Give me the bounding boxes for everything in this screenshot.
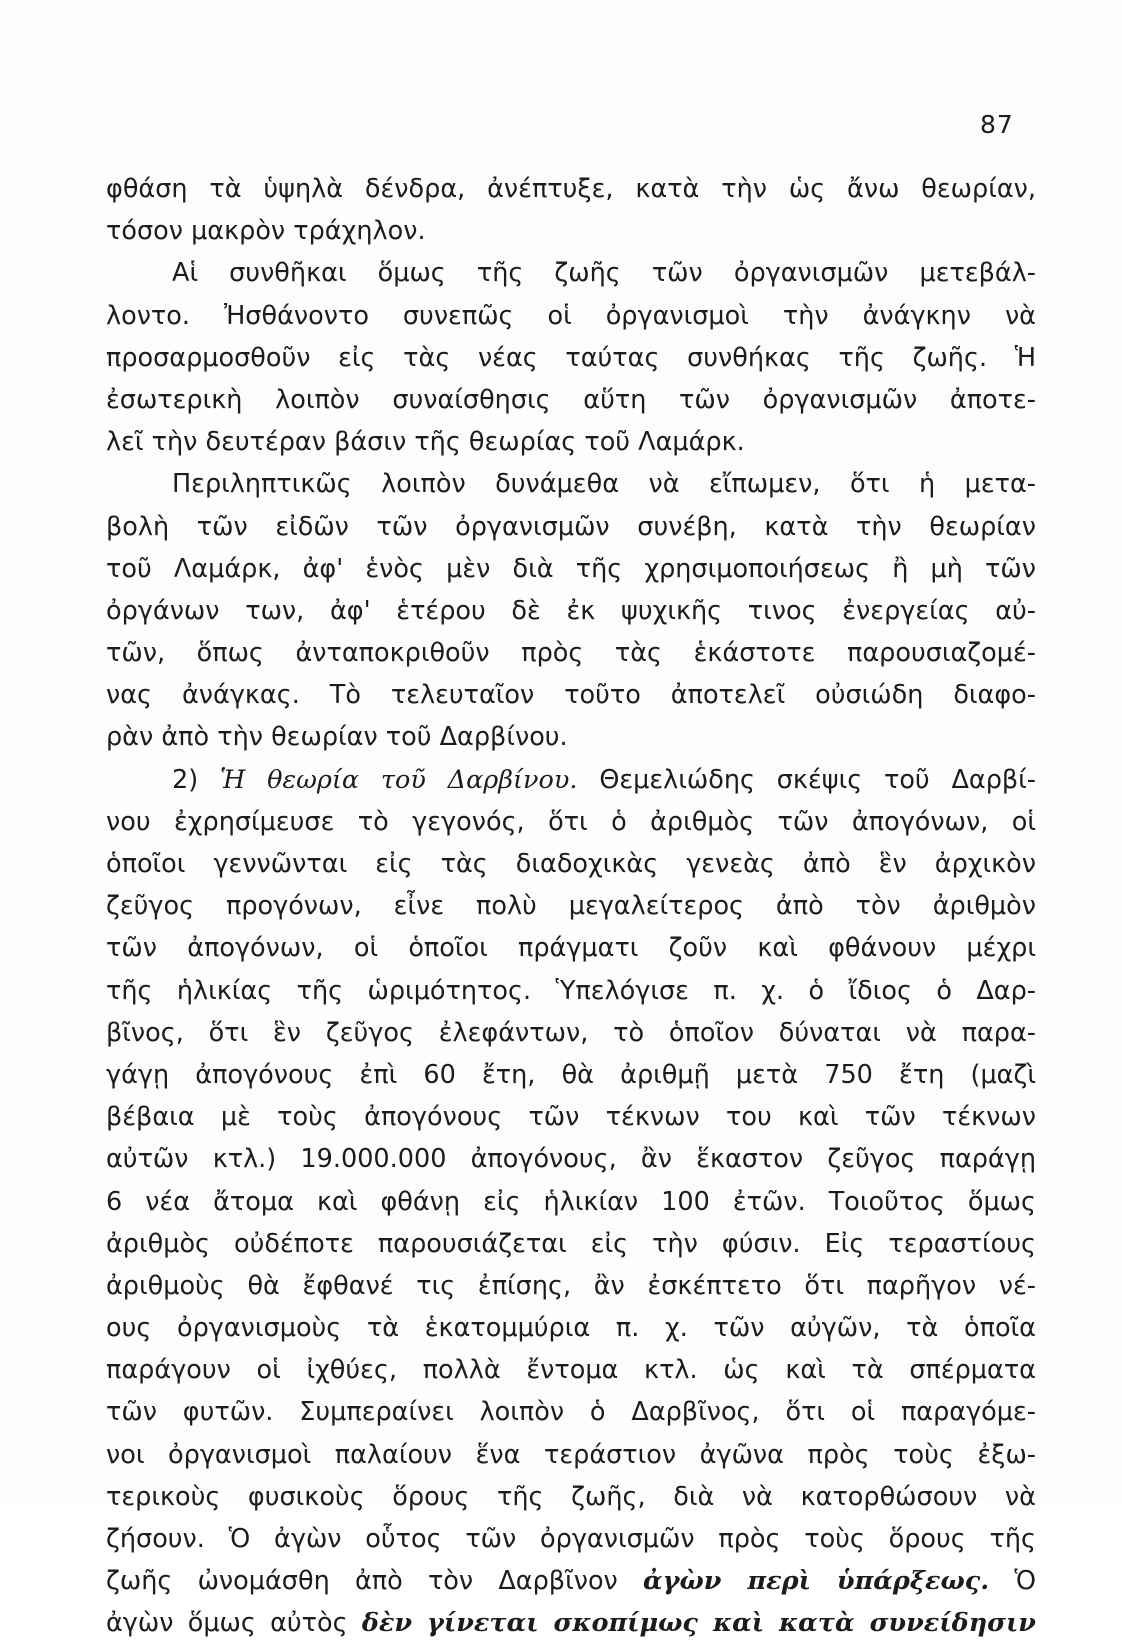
- text-line: νοι ὀργανισμοὶ παλαίουν ἕνα τεράστιον ἀγῶνα πρὸς τοὺς ἐξω-: [106, 1439, 1036, 1470]
- text-line: Περιληπτικῶς λοιπὸν δυνάμεθα νὰ εἴπωμεν, ὅτι ἡ μετα-: [172, 469, 1036, 500]
- text-line: Αἱ συνθῆκαι ὅμως τῆς ζωῆς τῶν ὀργανισμῶν μετεβάλ-: [172, 258, 1036, 289]
- text-line: αὐτῶν κτλ.) 19.000.000 ἀπογόνους, ἂν ἕκαστον ζεῦγος παράγῃ: [106, 1144, 1036, 1175]
- text-line: λεῖ τὴν δευτέραν βάσιν τῆς θεωρίας τοῦ Λαμάρκ.: [106, 427, 745, 458]
- text-line: ους ὀργανισμοὺς τὰ ἑκατομμύρια π. χ. τῶν αὐγῶν, τὰ ὁποῖα: [106, 1313, 1036, 1344]
- emphasis-line: [106, 1560, 1036, 1602]
- text-line: βέβαια μὲ τοὺς ἀπογόνους τῶν τέκνων του καὶ τῶν τέκνων: [106, 1102, 1036, 1133]
- text-line: ζεῦγος προγόνων, εἶνε πολὺ μεγαλείτερος ἀπὸ τὸν ἀριθμὸν: [106, 891, 1036, 922]
- text-line: βολὴ τῶν εἰδῶν τῶν ὀργανισμῶν συνέβη, κατὰ τὴν θεωρίαν: [106, 511, 1036, 542]
- text-line: ρὰν ἀπὸ τὴν θεωρίαν τοῦ Δαρβίνου.: [106, 722, 568, 753]
- section-heading-line: [106, 759, 1036, 801]
- text-line: τῶν, ὅπως ἀνταποκριθοῦν πρὸς τὰς ἑκάστοτε παρουσιαζομέ-: [106, 638, 1036, 669]
- text-line: 6 νέα ἄτομα καὶ φθάνῃ εἰς ἡλικίαν 100 ἐτῶν. Τοιοῦτος ὅμως: [106, 1186, 1036, 1217]
- text-line: τερικοὺς φυσικοὺς ὅρους τῆς ζωῆς, διὰ νὰ κατορθώσουν νὰ: [106, 1481, 1036, 1512]
- text-line: ζήσουν. Ὁ ἀγὼν οὗτος τῶν ὀργανισμῶν πρὸς τοὺς ὅρους τῆς: [106, 1524, 1036, 1554]
- emphasis-line: [106, 1602, 1036, 1644]
- page-number: 87: [980, 110, 1014, 139]
- text-fragment: ζωῆς ὠνομάσθη ἀπὸ τὸν Δαρβῖνον: [106, 1566, 644, 1597]
- text-line: βῖνος, ὅτι ἓν ζεῦγος ἐλεφάντων, τὸ ὁποῖον δύναται νὰ παρα-: [106, 1017, 1036, 1048]
- text-line: ὁποῖοι γεννῶνται εἰς τὰς διαδοχικὰς γενεὰς ἀπὸ ἓν ἀρχικὸν: [106, 849, 1036, 879]
- text-line: λοντο. Ἠσθάνοντο συνεπῶς οἱ ὀργανισμοὶ τὴν ἀνάγκην νὰ: [106, 300, 1036, 331]
- text-line: τῶν ἀπογόνων, οἱ ὁποῖοι πράγματι ζοῦν καὶ φθάνουν μέχρι: [106, 933, 1036, 964]
- text-line: φθάση τὰ ὑψηλὰ δένδρα, ἀνέπτυξε, κατὰ τὴν ὡς ἄνω θεωρίαν,: [106, 174, 1036, 204]
- text-fragment: Ὁ: [989, 1566, 1036, 1597]
- section-number: 2): [172, 764, 220, 795]
- text-line: τόσον μακρὸν τράχηλον.: [106, 216, 426, 247]
- text-line: παράγουν οἱ ἰχθύες, πολλὰ ἔντομα κτλ. ὡς καὶ τὰ σπέρματα: [106, 1355, 1036, 1386]
- text-line: νας ἀνάγκας. Τὸ τελευταῖον τοῦτο ἀποτελεῖ οὐσιώδη διαφο-: [106, 680, 1036, 711]
- text-line: γάγῃ ἀπογόνους ἐπὶ 60 ἔτη, θὰ ἀριθμῇ μετὰ 750 ἔτη (μαζὶ: [106, 1059, 1036, 1090]
- emphasized-term: ἀγὼν περὶ ὑπάρξεως.: [643, 1566, 990, 1597]
- text-line: προσαρμοσθοῦν εἰς τὰς νέας ταύτας συνθήκας τῆς ζωῆς. Ἡ: [106, 342, 1036, 373]
- text-line: τῶν φυτῶν. Συμπεραίνει λοιπὸν ὁ Δαρβῖνος, ὅτι οἱ παραγόμε-: [106, 1397, 1036, 1428]
- text-line: ἀριθμὸς οὐδέποτε παρουσιάζεται εἰς τὴν φύσιν. Εἰς τεραστίους: [106, 1228, 1036, 1259]
- text-line: τοῦ Λαμάρκ, ἀφ' ἑνὸς μὲν διὰ τῆς χρησιμοποιήσεως ἢ μὴ τῶν: [106, 553, 1036, 584]
- text-line: τῆς ἡλικίας τῆς ὡριμότητος. Ὑπελόγισε π. χ. ὁ ἴδιος ὁ Δαρ-: [106, 975, 1036, 1006]
- text-fragment: Θεμελιώδης σκέψις τοῦ Δαρβί-: [577, 764, 1037, 795]
- text-line: ὀργάνων των, ἀφ' ἑτέρου δὲ ἐκ ψυχικῆς τινος ἐνεργείας αὐ-: [106, 595, 1036, 626]
- text-line: νου ἐχρησίμευσε τὸ γεγονός, ὅτι ὁ ἀριθμὸς τῶν ἀπογόνων, οἱ: [106, 806, 1036, 837]
- emphasized-phrase: δὲν γίνεται σκοπίμως καὶ κατὰ συνείδησιν: [361, 1608, 1036, 1639]
- body-text: [106, 168, 1036, 1645]
- text-line: ἀριθμοὺς θὰ ἔφθανέ τις ἐπίσης, ἂν ἐσκέπτετο ὅτι παρῆγον νέ-: [106, 1270, 1036, 1301]
- section-title: Ἡ θεωρία τοῦ Δαρβίνου.: [219, 764, 578, 795]
- text-line: ἐσωτερικὴ λοιπὸν συναίσθησις αὕτη τῶν ὀργανισμῶν ἀποτε-: [106, 384, 1036, 415]
- text-fragment: ἀγὼν ὅμως αὐτὸς: [106, 1608, 362, 1639]
